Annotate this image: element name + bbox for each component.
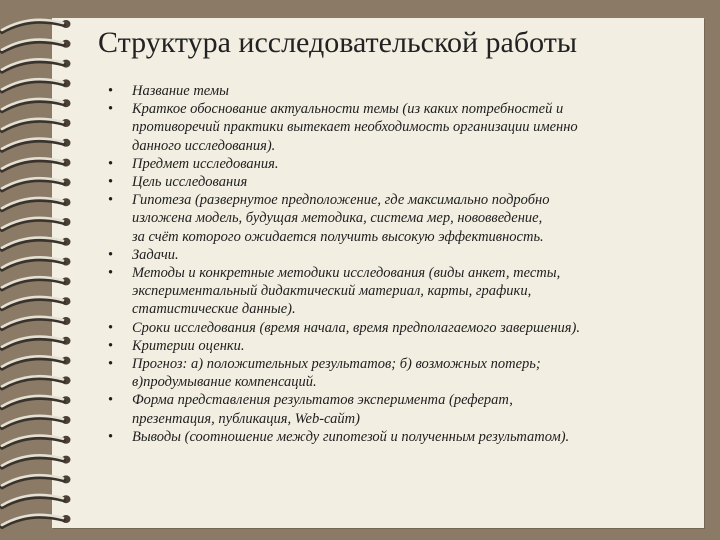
list-item-line: • Название темы	[132, 83, 229, 99]
spiral-ring	[2, 178, 71, 190]
list-item-line: статистические данные).	[132, 301, 296, 318]
spiral-binding	[0, 14, 78, 532]
list-item	[104, 173, 704, 191]
spiral-ring	[2, 396, 71, 408]
list-item	[104, 82, 704, 100]
list-item-line: • Методы и конкретные методики исследования (виды анкет, тесты,	[132, 265, 561, 282]
list-item-line: • Форма представления результатов эксперимента (реферат,	[132, 392, 513, 409]
spiral-ring	[2, 475, 71, 487]
list-item-line: изложена модель, будущая методика, система мер, нововведение,	[132, 210, 543, 227]
spiral-ring	[2, 515, 71, 527]
spiral-ring	[2, 59, 71, 71]
spiral-ring	[2, 416, 71, 428]
spiral-ring	[2, 238, 71, 250]
spiral-ring	[2, 99, 71, 111]
spiral-ring	[2, 455, 71, 467]
list-item-line: презентация, публикация, Web-сайт)	[132, 410, 360, 427]
list-item-line: в)продумывание компенсаций.	[132, 374, 317, 391]
list-item-line: противоречий практики вытекает необходимость организации именно	[132, 119, 578, 136]
list-item	[104, 337, 704, 355]
list-item-line: • Критерии оценки.	[132, 337, 245, 354]
list-item-line: • Задачи.	[132, 246, 179, 263]
list-item	[104, 355, 704, 391]
list-item-line: экспериментальный дидактический материал, карты, графики,	[132, 283, 532, 300]
spiral-ring	[2, 79, 71, 91]
list-item	[104, 191, 704, 246]
spiral-ring	[2, 218, 71, 230]
list-item	[104, 428, 704, 446]
page-title: Структура исследовательской работы	[98, 26, 578, 59]
spiral-ring	[2, 337, 71, 349]
bullet-list	[104, 82, 704, 446]
spiral-ring	[2, 40, 71, 52]
list-item	[104, 100, 704, 155]
list-item-line: • Предмет исследования.	[132, 155, 279, 172]
spiral-ring	[2, 495, 71, 507]
spiral-ring	[2, 198, 71, 210]
spiral-ring	[2, 257, 71, 269]
spiral-ring	[2, 139, 71, 151]
spiral-ring	[2, 119, 71, 131]
list-item	[104, 264, 704, 319]
spiral-ring	[2, 297, 71, 309]
list-item	[104, 246, 704, 264]
list-item-line: • Сроки исследования (время начала, время предполагаемого завершения).	[132, 319, 580, 336]
spiral-ring	[2, 277, 71, 289]
spiral-ring	[2, 436, 71, 448]
list-item-line: за счёт которого ожидается получить высокую эффективность.	[132, 228, 544, 245]
list-item-line: • Краткое обоснование актуальности темы (из каких потребностей и	[132, 101, 564, 118]
spiral-ring	[2, 158, 71, 170]
spiral-ring	[2, 376, 71, 388]
spiral-ring	[2, 356, 71, 368]
list-item-line: • Прогноз: а) положительных результатов; б) возможных потерь;	[132, 356, 541, 373]
list-item	[104, 319, 704, 337]
list-item-line: • Гипотеза (развернутое предположение, где максимально подробно	[132, 192, 550, 209]
list-item	[104, 391, 704, 427]
spiral-ring	[2, 20, 71, 32]
list-item-line: данного исследования).	[132, 137, 276, 154]
spiral-ring	[2, 317, 71, 329]
list-item	[104, 155, 704, 173]
list-item-line: • Цель исследования	[132, 174, 248, 191]
list-item-line: • Выводы (соотношение между гипотезой и полученным результатом).	[132, 428, 570, 445]
